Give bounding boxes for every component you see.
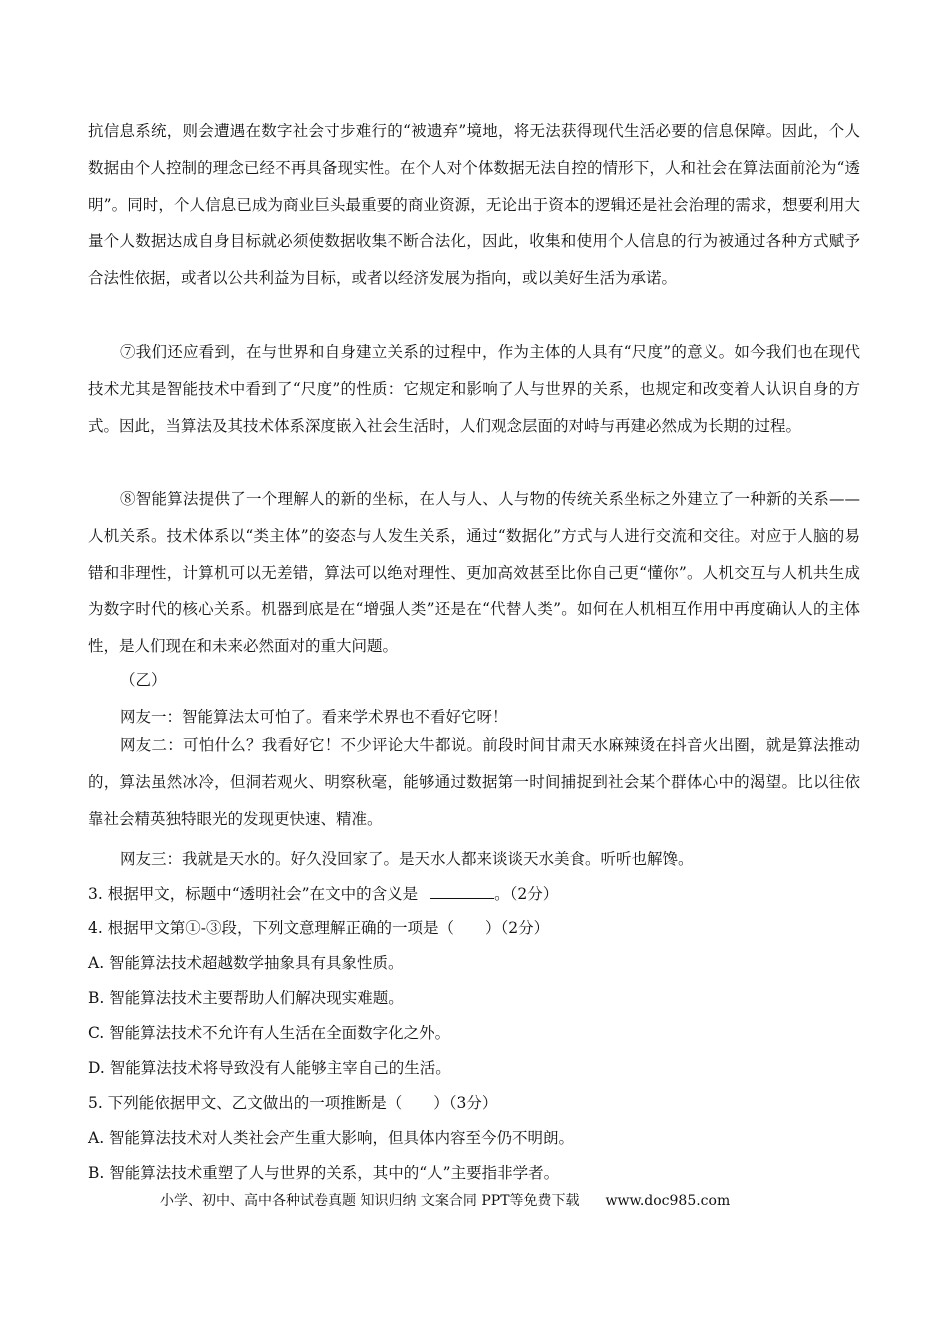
netizen-3-comment: 网友三：我就是天水的。好久没回家了。是天水人都来谈谈天水美食。听听也解馋。 bbox=[120, 850, 694, 868]
question-3-text: 3. 根据甲文，标题中“透明社会”在文中的含义是 bbox=[88, 885, 419, 903]
question-5-option-a: A. 智能算法技术对人类社会产生重大影响，但具体内容至今仍不明朗。 bbox=[88, 1129, 575, 1147]
section-b-title: （乙） bbox=[120, 671, 167, 689]
netizen-2-comment: 网友二：可怕什么？我看好它！不少评论大牛都说。前段时间甘肃天水麻辣烫在抖音火出圈，就是算法推动的，算法虽然冰冷，但洞若观火、明察秋毫，能够通过数据第一时间捕捉到社会某个群体心中的渴望。比以往依靠社会精英独特眼光的发现更快速、精准。 bbox=[88, 736, 860, 828]
footer-text: 小学、初中、高中各种试卷真题 知识归纳 文案合同 PPT等免费下载 bbox=[160, 1193, 580, 1209]
passage-paragraph-8: ⑧智能算法提供了一个理解人的新的坐标，在人与人、人与物的传统关系坐标之外建立了一种新的关系——人机关系。技术体系以“类主体”的姿态与人发生关系，通过“数据化”方式与人进行交流和交往。对应于人脑的易错和非理性，计算机可以无差错，算法可以绝对理性、更加高效甚至比你自己更“懂你”。人机交互与人机共生成为数字时代的核心关系。机器到底是在“增强人类”还是在“代替人类”。如何在人机相互作用中再度确认人的主体性，是人们现在和未来必然面对的重大问题。 bbox=[88, 490, 860, 656]
question-4-option-d: D. 智能算法技术将导致没有人能够主宰自己的生活。 bbox=[88, 1059, 451, 1077]
question-3 bbox=[88, 884, 868, 904]
question-4-option-a: A. 智能算法技术超越数学抽象具有具象性质。 bbox=[88, 954, 404, 972]
passage-paragraph-7: ⑦我们还应看到，在与世界和自身建立关系的过程中，作为主体的人具有“尺度”的意义。如今我们也在现代技术尤其是智能技术中看到了“尺度”的性质：它规定和影响了人与世界的关系，也规定和改变着人认识自身的方式。因此，当算法及其技术体系深度嵌入社会生活时，人们观念层面的对峙与再建必然成为长期的过程。 bbox=[88, 343, 860, 435]
question-4-option-b: B. 智能算法技术主要帮助人们解决现实难题。 bbox=[88, 989, 404, 1007]
page-footer bbox=[160, 1191, 730, 1211]
question-4-option-c: C. 智能算法技术不允许有人生活在全面数字化之外。 bbox=[88, 1024, 451, 1042]
question-3-score: 。（2分） bbox=[494, 885, 559, 903]
answer-blank bbox=[430, 884, 494, 899]
footer-url: www.doc985.com bbox=[605, 1193, 731, 1209]
question-4: 4. 根据甲文第①-③段，下列文意理解正确的一项是（ ）（2分） bbox=[88, 919, 550, 937]
passage-paragraph-6-continued: 抗信息系统，则会遭遇在数字社会寸步难行的“被遗弃”境地，将无法获得现代生活必要的信息保障。因此，个人数据由个人控制的理念已经不再具备现实性。在个人对个体数据无法自控的情形下，人和社会在算法面前沦为“透明”。同时，个人信息已成为商业巨头最重要的商业资源，无论出于资本的逻辑还是社会治理的需求，想要利用大量个人数据达成自身目标就必须使数据收集不断合法化，因此，收集和使用个人信息的行为被通过各种方式赋予合法性依据，或者以公共利益为目标，或者以经济发展为指向，或以美好生活为承诺。 bbox=[88, 122, 860, 288]
netizen-1-comment: 网友一：智能算法太可怕了。看来学术界也不看好它呀！ bbox=[120, 708, 508, 726]
question-5-option-b: B. 智能算法技术重塑了人与世界的关系，其中的“人”主要指非学者。 bbox=[88, 1164, 560, 1182]
question-5: 5. 下列能依据甲文、乙文做出的一项推断是（ ）（3分） bbox=[88, 1094, 498, 1112]
